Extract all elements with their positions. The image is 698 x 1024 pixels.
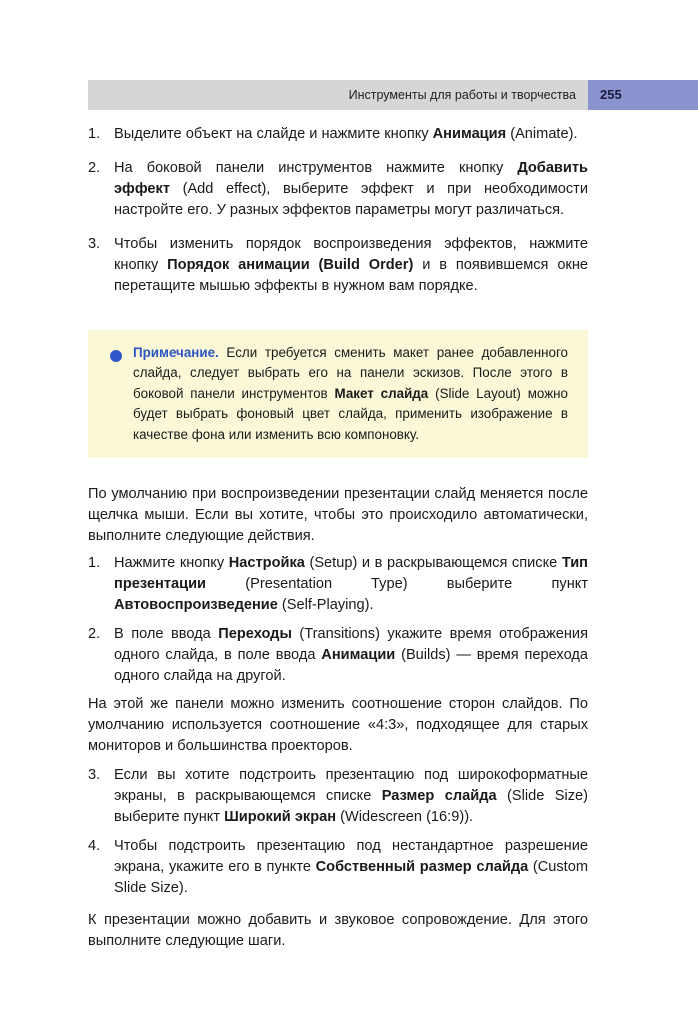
- note-box: [88, 330, 588, 458]
- paragraph: К презентации можно добавить и звуковое сопровождение. Для этого выполните следующие шаги.: [88, 912, 588, 950]
- list-item: [88, 234, 588, 297]
- header-title: Инструменты для работы и творчества: [348, 88, 576, 102]
- item-text: Выделите объект на слайде и нажмите кнопку: [114, 126, 433, 142]
- item-number: 3.: [88, 767, 101, 784]
- steps-list-1: [88, 124, 588, 297]
- item-number: 2.: [88, 160, 101, 176]
- item-number: 4.: [88, 838, 101, 855]
- item-bold: Добавить эффект: [114, 160, 588, 197]
- list-item: 4. Чтобы подстроить презентацию под нестандартное разрешение экрана, укажите его в пункте Собственный размер слайда (Custom Slide Size).: [88, 838, 589, 897]
- note-text: Примечание. Если требуется сменить макет ранее добавленного слайда, следует выбрать его на панели эскизов. После этого в боковой панели инструментов Макет слайда (Slide Layout) можно будет выбрать фоновый цвет слайда, применить изображение в качестве фона или изменить всю компоновку.: [133, 345, 568, 442]
- item-text: Чтобы изменить порядок воспроизведения эффектов, нажмите кнопку: [114, 236, 588, 273]
- running-header: [88, 80, 588, 110]
- item-number: 3.: [88, 236, 101, 252]
- paragraph: На этой же панели можно изменить соотношение сторон слайдов. По умолчанию используется соотношение «4:3», подходящее для старых мониторов и большинства проекторов.: [88, 696, 588, 755]
- list-item: 1. Нажмите кнопку Настройка (Setup) и в раскрывающемся списке Тип презентации (Presentation Type) выберите пункт Автовоспроизведение (Self-Playing).: [88, 555, 588, 614]
- item-number: 1.: [88, 126, 101, 142]
- item-number: 2.: [88, 626, 101, 643]
- paragraph: По умолчанию при воспроизведении презентации слайд меняется после щелчка мыши. Если вы хотите, чтобы это происходило автоматически, выполните следующие действия.: [88, 486, 588, 545]
- steps-list-2: [88, 553, 588, 687]
- note-bullet-icon: [110, 350, 122, 362]
- list-item: [88, 158, 588, 221]
- item-text: (Add effect), выберите эффект и при необходимости настройте его. У разных эффектов параметры могут различаться.: [114, 181, 588, 218]
- list-item: 3. Если вы хотите подстроить презентацию под широкоформатные экраны, в раскрывающемся списке Размер слайда (Slide Size) выберите пункт Широкий экран (Widescreen (16:9)).: [88, 767, 588, 826]
- list-item: [88, 124, 588, 145]
- page-number-box: [588, 80, 698, 110]
- note-label: Примечание.: [133, 345, 219, 360]
- item-number: 1.: [88, 555, 101, 572]
- steps-list-3: [88, 765, 588, 899]
- item-text: и в появившемся окне перетащите мышью эффекты в нужном вам порядке.: [114, 257, 588, 294]
- item-text: На боковой панели инструментов нажмите кнопку: [114, 160, 518, 176]
- page-number: 255: [600, 87, 622, 102]
- item-text: (Animate).: [506, 126, 578, 142]
- item-bold: Порядок анимации (Build Order): [167, 257, 414, 273]
- item-bold: Анимация: [432, 126, 507, 142]
- list-item: 2. В поле ввода Переходы (Transitions) укажите время отображения одного слайда, в поле ввода Анимации (Builds) — время перехода одного слайда на другой.: [88, 626, 588, 685]
- page-body: [88, 124, 588, 952]
